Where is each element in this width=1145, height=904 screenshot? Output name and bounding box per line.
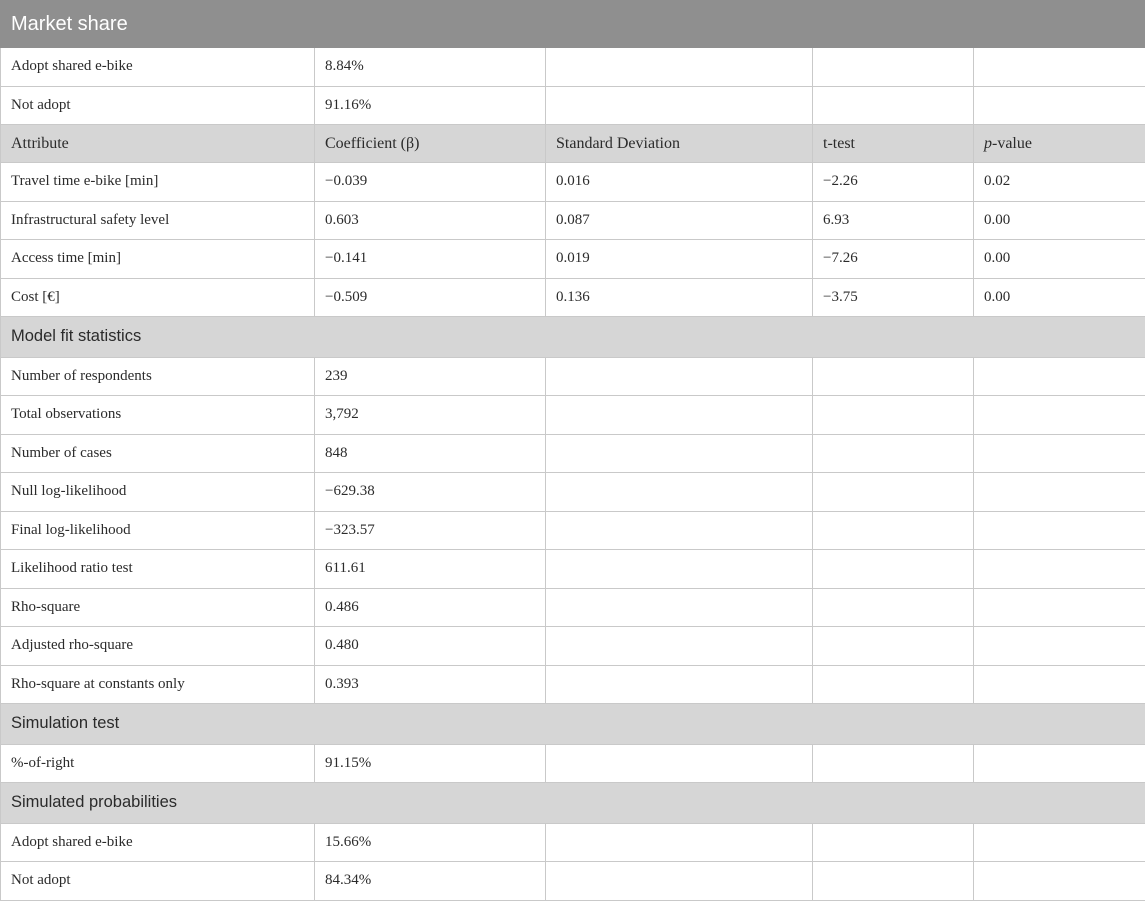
empty-cell [813, 396, 974, 435]
empty-cell [546, 511, 813, 550]
table-row [1, 357, 1145, 396]
attribute-coef: −0.509 [315, 278, 546, 317]
empty-cell [546, 550, 813, 589]
empty-cell [974, 434, 1145, 473]
attribute-p: 0.00 [974, 201, 1145, 240]
attribute-header-row [1, 125, 1145, 163]
table-row [1, 473, 1145, 512]
empty-cell [813, 48, 974, 87]
attribute-p: 0.02 [974, 163, 1145, 202]
row-value: 611.61 [315, 550, 546, 589]
attribute-p: 0.00 [974, 240, 1145, 279]
empty-cell [546, 627, 813, 666]
table-row [1, 201, 1145, 240]
row-value: −323.57 [315, 511, 546, 550]
empty-cell [974, 627, 1145, 666]
table-row [1, 278, 1145, 317]
row-value: 0.486 [315, 588, 546, 627]
table-row [1, 511, 1145, 550]
empty-cell [974, 823, 1145, 862]
table-row [1, 434, 1145, 473]
attribute-p: 0.00 [974, 278, 1145, 317]
row-value: 91.16% [315, 86, 546, 125]
empty-cell [974, 86, 1145, 125]
attribute-t: −7.26 [813, 240, 974, 279]
empty-cell [813, 434, 974, 473]
empty-cell [974, 665, 1145, 704]
attribute-sd: 0.016 [546, 163, 813, 202]
row-value: 0.393 [315, 665, 546, 704]
table-row [1, 665, 1145, 704]
empty-cell [974, 357, 1145, 396]
empty-cell [813, 588, 974, 627]
attribute-t: −3.75 [813, 278, 974, 317]
attribute-name: Cost [€] [1, 278, 315, 317]
header-coefficient: Coefficient (β) [315, 125, 546, 163]
attribute-t: 6.93 [813, 201, 974, 240]
row-label: Adopt shared e-bike [1, 823, 315, 862]
table-row [1, 862, 1145, 901]
row-label: Final log-likelihood [1, 511, 315, 550]
empty-cell [974, 744, 1145, 783]
table-row [1, 86, 1145, 125]
empty-cell [813, 665, 974, 704]
table-row [1, 240, 1145, 279]
row-label: Likelihood ratio test [1, 550, 315, 589]
empty-cell [546, 588, 813, 627]
attribute-t: −2.26 [813, 163, 974, 202]
table-title: Market share [1, 1, 1145, 48]
empty-cell [546, 48, 813, 87]
row-label: Rho-square [1, 588, 315, 627]
empty-cell [546, 744, 813, 783]
table-row [1, 163, 1145, 202]
empty-cell [974, 396, 1145, 435]
row-value: 8.84% [315, 48, 546, 87]
empty-cell [974, 550, 1145, 589]
section-row-simulation-test [1, 704, 1145, 745]
table-row [1, 823, 1145, 862]
attribute-name: Travel time e-bike [min] [1, 163, 315, 202]
row-label: Adjusted rho-square [1, 627, 315, 666]
row-value: 239 [315, 357, 546, 396]
attribute-sd: 0.136 [546, 278, 813, 317]
empty-cell [813, 511, 974, 550]
row-label: %-of-right [1, 744, 315, 783]
row-label: Rho-square at constants only [1, 665, 315, 704]
empty-cell [974, 473, 1145, 512]
empty-cell [974, 48, 1145, 87]
row-value: 3,792 [315, 396, 546, 435]
table-row [1, 48, 1145, 87]
section-heading: Simulated probabilities [1, 783, 1145, 824]
header-p-value [974, 125, 1145, 163]
row-value: 15.66% [315, 823, 546, 862]
table-row [1, 744, 1145, 783]
section-heading: Model fit statistics [1, 317, 1145, 358]
row-label: Adopt shared e-bike [1, 48, 315, 87]
empty-cell [813, 473, 974, 512]
row-value: 0.480 [315, 627, 546, 666]
header-p-rest: -value [992, 134, 1032, 152]
empty-cell [546, 665, 813, 704]
empty-cell [974, 588, 1145, 627]
empty-cell [546, 823, 813, 862]
row-value: −629.38 [315, 473, 546, 512]
table-row [1, 550, 1145, 589]
empty-cell [813, 357, 974, 396]
header-attribute: Attribute [1, 125, 315, 163]
title-row [1, 1, 1145, 48]
attribute-coef: −0.039 [315, 163, 546, 202]
row-label: Not adopt [1, 862, 315, 901]
empty-cell [546, 434, 813, 473]
empty-cell [813, 744, 974, 783]
attribute-coef: 0.603 [315, 201, 546, 240]
section-row-model-fit [1, 317, 1145, 358]
header-std-dev: Standard Deviation [546, 125, 813, 163]
row-label: Null log-likelihood [1, 473, 315, 512]
empty-cell [546, 396, 813, 435]
row-label: Number of respondents [1, 357, 315, 396]
section-row-simulated-probabilities [1, 783, 1145, 824]
table-row [1, 396, 1145, 435]
header-t-test: t-test [813, 125, 974, 163]
row-label: Number of cases [1, 434, 315, 473]
empty-cell [974, 862, 1145, 901]
empty-cell [813, 823, 974, 862]
attribute-sd: 0.087 [546, 201, 813, 240]
row-label: Total observations [1, 396, 315, 435]
section-heading: Simulation test [1, 704, 1145, 745]
empty-cell [974, 511, 1145, 550]
empty-cell [546, 473, 813, 512]
row-value: 84.34% [315, 862, 546, 901]
row-label: Not adopt [1, 86, 315, 125]
attribute-coef: −0.141 [315, 240, 546, 279]
table-row [1, 588, 1145, 627]
row-value: 91.15% [315, 744, 546, 783]
empty-cell [813, 627, 974, 666]
attribute-sd: 0.019 [546, 240, 813, 279]
empty-cell [546, 86, 813, 125]
row-value: 848 [315, 434, 546, 473]
attribute-name: Access time [min] [1, 240, 315, 279]
empty-cell [813, 86, 974, 125]
empty-cell [546, 862, 813, 901]
attribute-name: Infrastructural safety level [1, 201, 315, 240]
header-p-italic: p [984, 134, 992, 152]
empty-cell [546, 357, 813, 396]
empty-cell [813, 550, 974, 589]
table-row [1, 627, 1145, 666]
empty-cell [813, 862, 974, 901]
